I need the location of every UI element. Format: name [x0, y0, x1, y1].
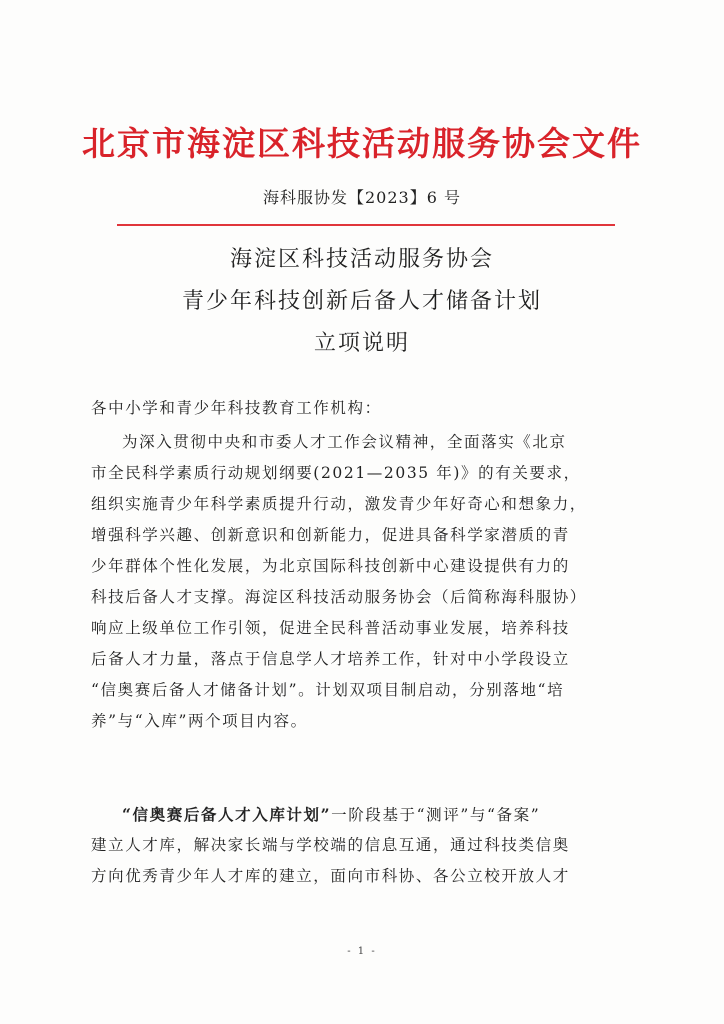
paragraph-line: 后备人才力量，落点于信息学人才培养工作，针对中小学段设立	[91, 650, 570, 668]
title-line-3: 立项说明	[313, 331, 410, 356]
paragraph-line: 市全民科学素质行动规划纲要(2021—2035 年)》的有关要求，	[91, 464, 581, 482]
paragraph-line-rest: 一阶段基于“测评”与“备案”	[331, 806, 541, 824]
paragraph-line: 增强科学兴趣、创新意识和创新能力，促进具备科学家潜质的青	[91, 526, 570, 544]
paragraph-line: 方向优秀青少年人才库的建立，面向市科协、各公立校开放人才	[91, 867, 570, 885]
paragraph-line: “信奥赛后备人才储备计划”。计划双项目制启动，分别落地“培	[91, 681, 565, 699]
plan-name-emphasis: “信奥赛后备人才入库计划”	[122, 805, 332, 824]
paragraph-line: 组织实施青少年科学素质提升行动，激发青少年好奇心和想象力，	[91, 495, 587, 513]
paragraph-line: 科技后备人才支撑。海淀区科技活动服务协会（后简称海科服协）	[91, 588, 587, 606]
paragraph-2	[91, 799, 651, 892]
paragraph-line: 建立人才库，解决家长端与学校端的信息互通，通过科技类信奥	[91, 836, 570, 854]
document-number: 海科服协发【2023】6 号	[263, 188, 461, 207]
paragraph-line: 为深入贯彻中央和市委人才工作会议精神，全面落实《北京	[122, 433, 567, 451]
paragraph-1	[91, 427, 651, 737]
paragraph-line: 少年群体个性化发展，为北京国际科技创新中心建设提供有力的	[91, 557, 570, 575]
title-line-1: 海淀区科技活动服务协会	[229, 247, 494, 272]
title-line-2: 青少年科技创新后备人才储备计划	[181, 289, 542, 314]
header-divider	[117, 224, 615, 226]
salutation: 各中小学和青少年科技教育工作机构：	[91, 399, 382, 417]
document-header: 北京市海淀区科技活动服务协会文件	[82, 124, 642, 163]
page-number: - 1 -	[347, 946, 377, 957]
paragraph-line: 响应上级单位工作引领，促进全民科普活动事业发展，培养科技	[91, 619, 570, 637]
paragraph-line: 养”与“入库”两个项目内容。	[91, 712, 308, 730]
paragraph-line	[91, 799, 651, 830]
